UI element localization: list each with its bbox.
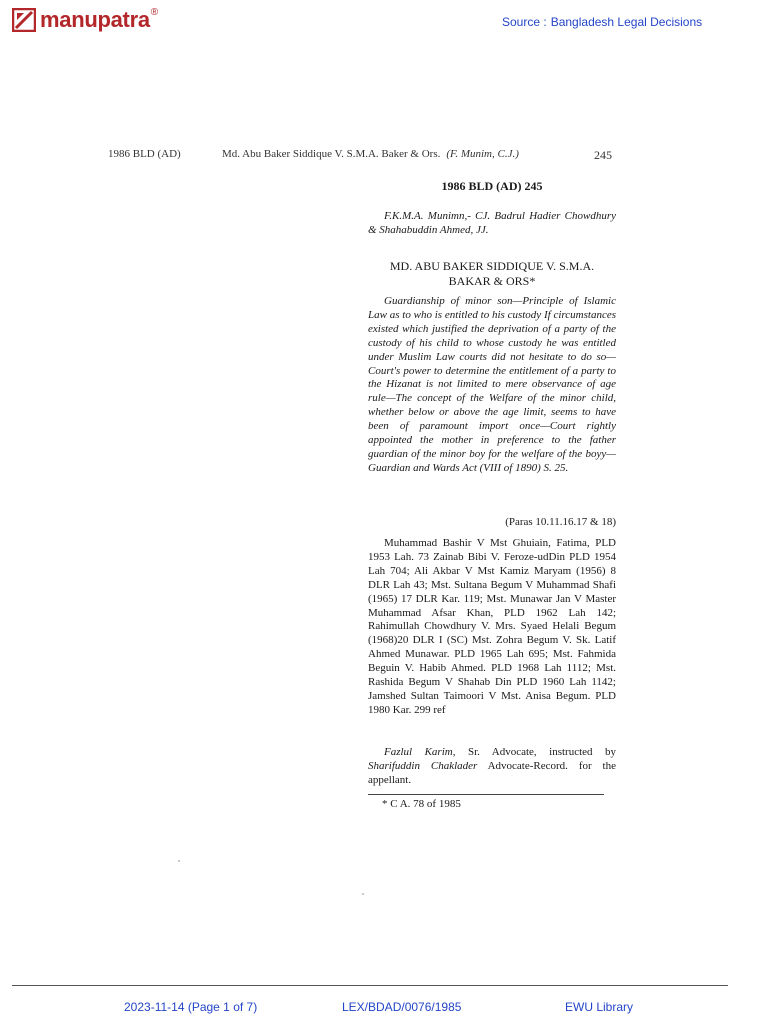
manupatra-logo-icon bbox=[12, 8, 36, 32]
counsel-text-1: Sr. Advocate, instructed by bbox=[467, 746, 616, 758]
scan-speck bbox=[362, 893, 364, 895]
cases-referred: Muhammad Bashir V Mst Ghuiain, Fatima, PLD 1953 Lah. 73 Zainab Bibi V. Feroze-udDin PLD 1954 Lah 704; Ali Akbar V Mst Kamiz Maryam (1956) 8 DLR Lah 43; Mst. Sultana Begum V Muhammad Shafi (1965) 17 DLR Kar. 119; Mst. Munawar Jan V Master Muhammad Afsar Khan, PLD 1962 Lah 142; Rahimullah Chowdhury V. Mrs. Syaed Helali Begum (1968)20 DLR I (SC) Mst. Zohra Begum V. Sk. Latif Ahmed Munawar. PLD 1965 Lah 695; Mst. Fahmida Beguin V. Habib Ahmed. PLD 1968 Lah 1112; Mst. Rashida Begum V Shahab Din PLD 1960 Lah 1142; Jamshed Sultan Taimoori V Mst. Anisa Begum. PLD 1980 Kar. 299 ref bbox=[368, 537, 616, 716]
scan-speck bbox=[178, 860, 180, 862]
case-title-line-1: MD. ABU BAKER SIDDIQUE V. S.M.A. bbox=[389, 259, 595, 273]
running-head-citation: 1986 BLD (AD) bbox=[108, 148, 181, 160]
running-head-case: Md. Abu Baker Siddique V. S.M.A. Baker & Ors. bbox=[222, 148, 441, 160]
source-link[interactable] bbox=[502, 15, 702, 29]
footer-date-page: 2023-11-14 (Page 1 of 7) bbox=[124, 1000, 258, 1014]
running-head-judge: (F. Munim, C.J.) bbox=[446, 148, 519, 160]
paras-reference: (Paras 10.11.16.17 & 18) bbox=[505, 516, 616, 528]
source-label: Source : bbox=[502, 15, 547, 29]
counsel-name: Fazlul Karim, bbox=[384, 746, 456, 758]
counsel-appearance bbox=[368, 746, 616, 788]
logo-text: manupatra bbox=[40, 7, 150, 32]
headnote: Guardianship of minor son—Principle of Islamic Law as to who is entitled to his custody If circumstances existed which justified the deprivation of a party of the custody of his child to whose custody he was entitled under Muslim Law courts did not hesitate to do so—Court's power to determine the entitlement of a party to the Hizanat is not limited to mere observance of age rule—The concept of the Welfare of the minor child, whether below or above the age limit, seems to have been of paramount import once—Court rightly appointed the mother in preference to the father guardian of the minor boy for the welfare of the boyy—Guardian and Wards Act (VIII of 1890) S. 25. bbox=[368, 295, 616, 474]
footer-library: EWU Library bbox=[565, 1000, 634, 1014]
running-head-title bbox=[222, 148, 519, 160]
counsel-aor: Sharifuddin Chaklader bbox=[368, 759, 478, 772]
judgment-citation: 1986 BLD (AD) 245 bbox=[441, 179, 543, 193]
registered-mark: ® bbox=[150, 6, 159, 18]
manupatra-logo bbox=[12, 6, 158, 34]
case-title bbox=[368, 259, 616, 289]
case-title-line-2: BAKAR & ORS* bbox=[448, 274, 536, 288]
source-value: Bangladesh Legal Decisions bbox=[550, 15, 703, 29]
footnote-divider bbox=[368, 794, 604, 795]
counsel-text-2: Advocate-Record. for the appellant. bbox=[368, 759, 616, 786]
page-number: 245 bbox=[594, 148, 612, 162]
footnote: * C A. 78 of 1985 bbox=[382, 798, 461, 810]
bench-judges: F.K.M.A. Munimn,- CJ. Badrul Hadier Chowdhury & Shahabuddin Ahmed, JJ. bbox=[368, 210, 616, 236]
footer-divider bbox=[12, 985, 728, 986]
footer-doc-id: LEX/BDAD/0076/1985 bbox=[342, 1000, 462, 1014]
